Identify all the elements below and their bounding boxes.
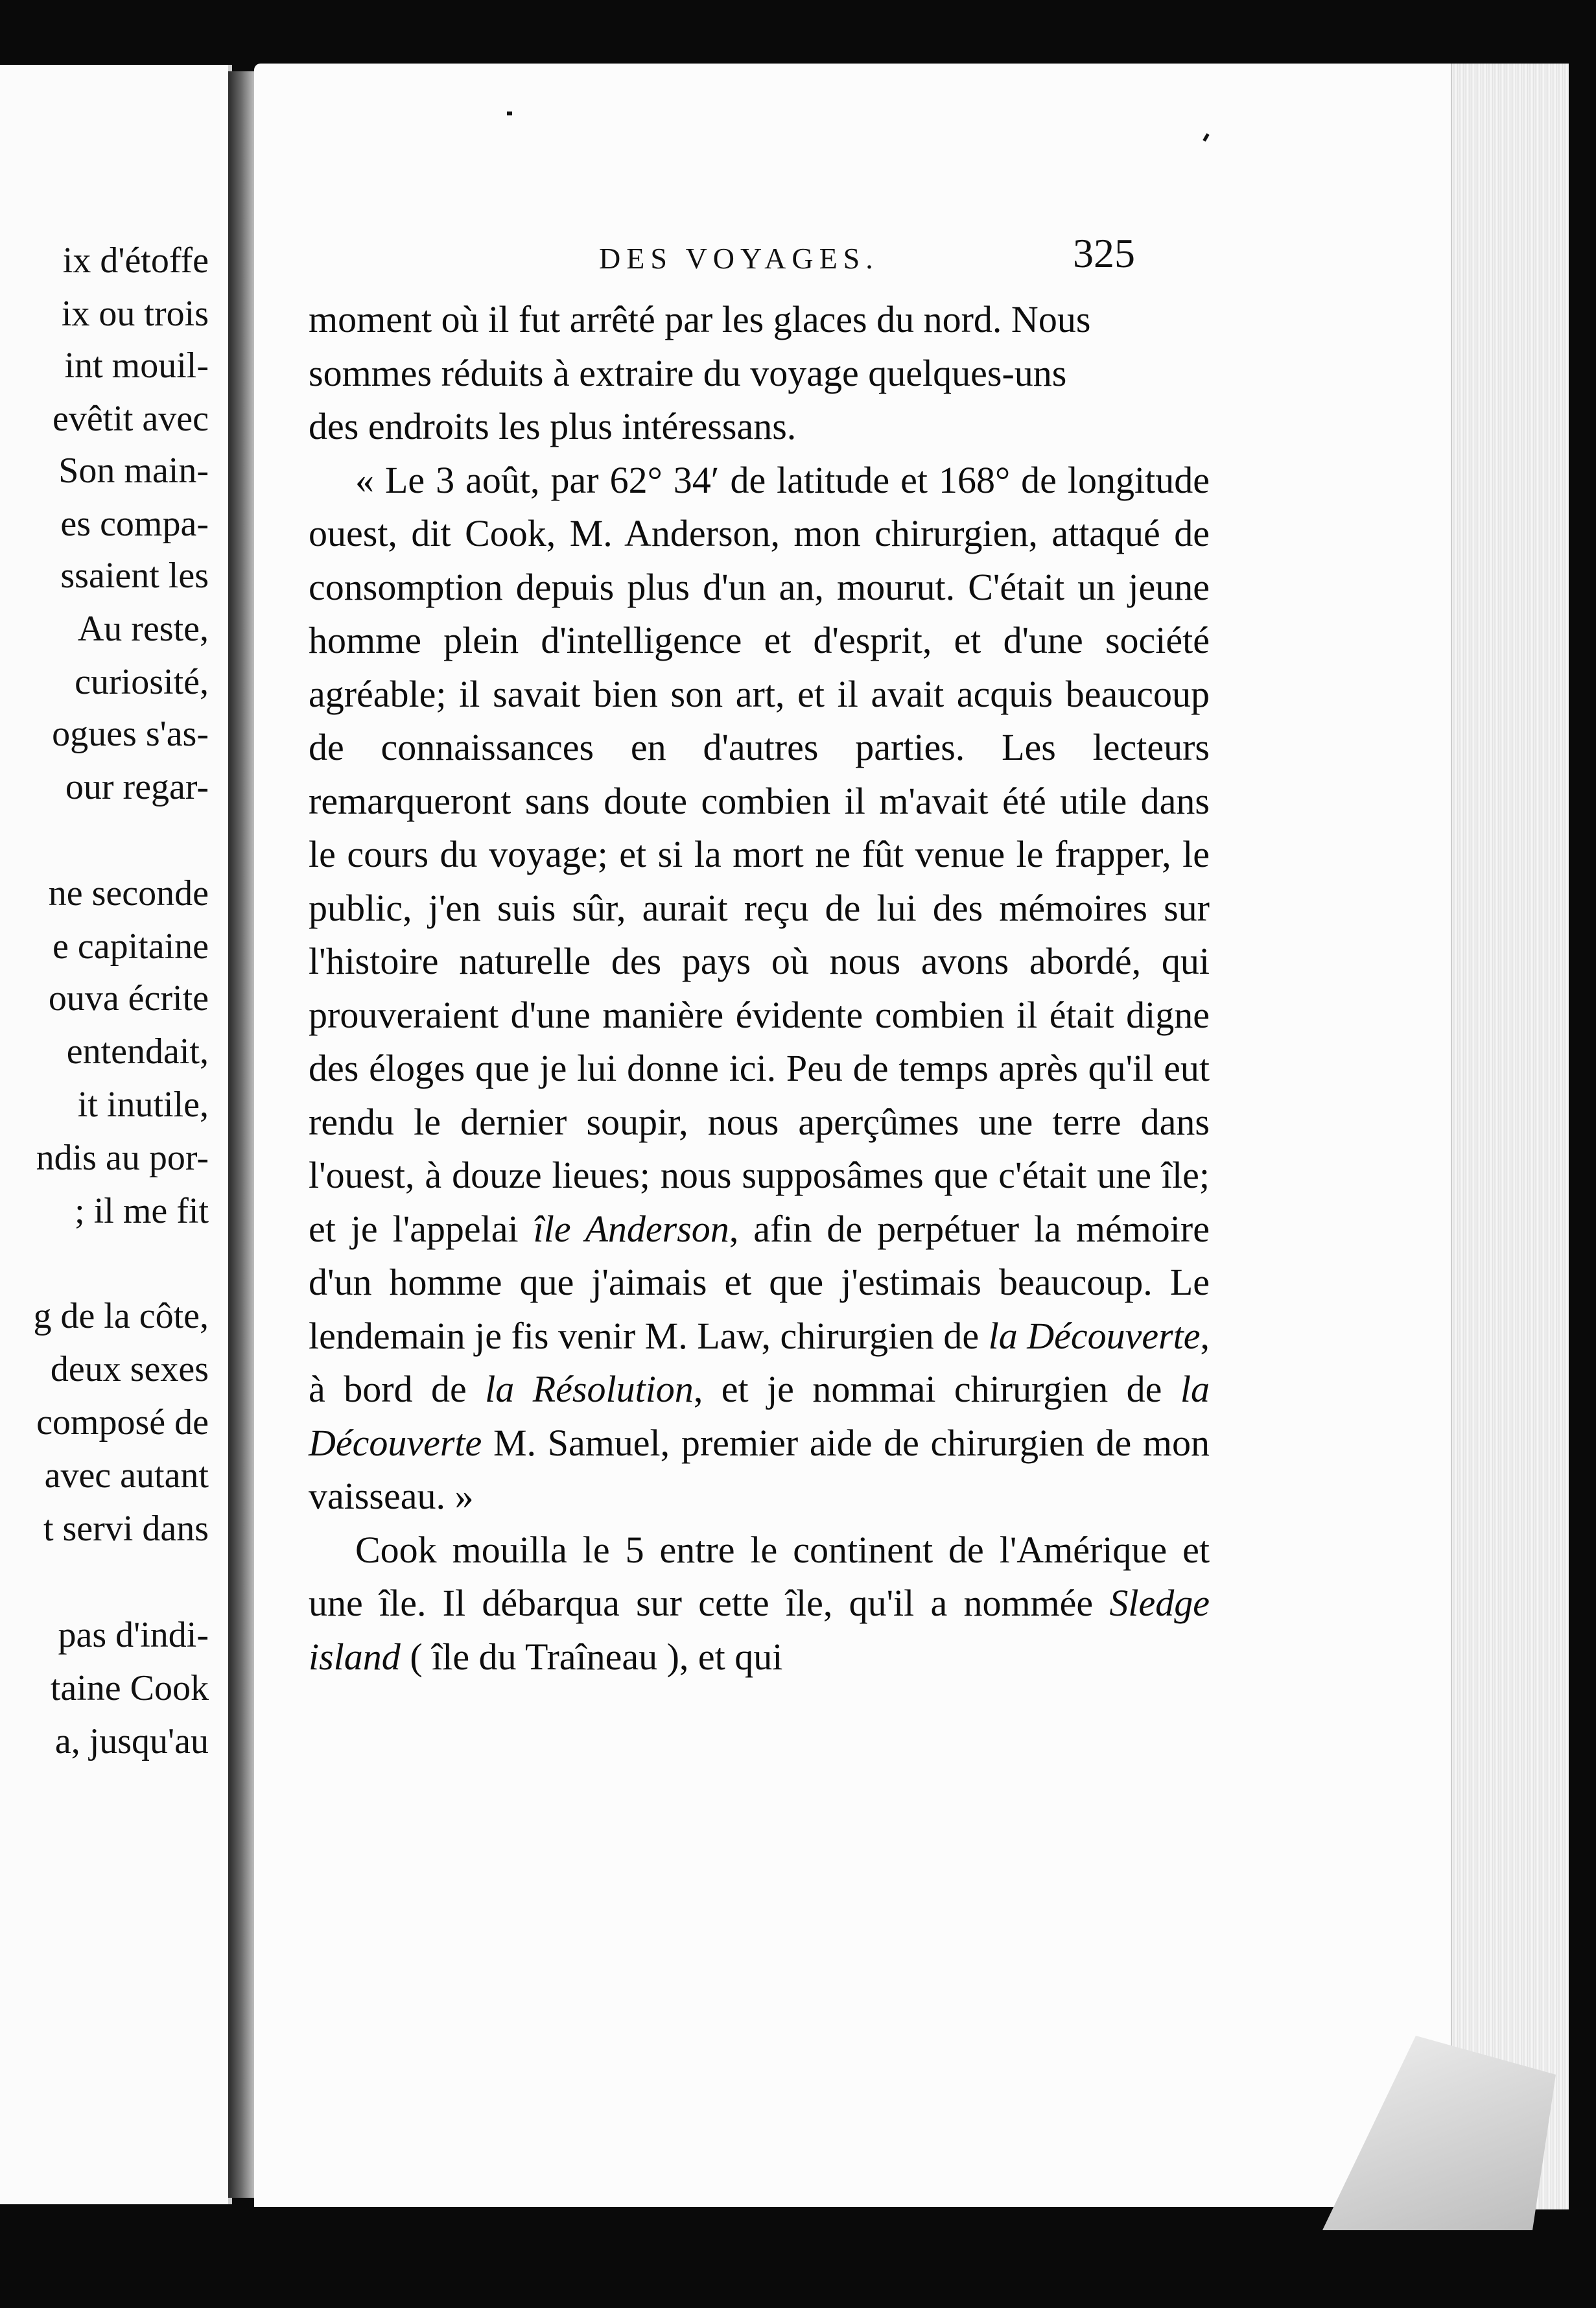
left-page-line: composé de xyxy=(36,1402,209,1442)
left-page-line: ssaient les xyxy=(60,556,209,596)
paragraph-2-italic-2: la Découverte xyxy=(988,1314,1201,1357)
book-gutter xyxy=(228,71,254,2198)
paragraph-2-text-1: « Le 3 août, par 62° 34′ de latitude et 168° de longitude ouest, dit Cook, M. Anderson, mon chirurgien, attaqué de consomption depuis plus d'un an, mourut. C'était un jeune homme plein d'intelligence et d'esprit, et d'une société agréable; il savait bien son art, et il avait acquis beaucoup de connaissances en d'autres parties. Les lecteurs remarqueront sans doute combien il m'avait été utile dans le cours du voyage; et si la mort ne fût venue le frapper, le public, j'en suis sûr, aurait reçu de lui des mémoires sur l'histoire naturelle des pays où nous avons abordé, qui prouveraient d'une manière évidente combien il était digne des éloges que je lui donne ici. Peu de temps après qu'il eut rendu le dernier soupir, nous aperçûmes une terre dans l'ouest, à douze lieues; nous supposâmes que c'était une île; et je l'appelai xyxy=(309,458,1210,1250)
left-page-line: entendait, xyxy=(66,1031,209,1072)
paragraph-3-text-2: ( île du Traîneau ), et qui xyxy=(400,1635,783,1678)
left-page-line: pas d'indi- xyxy=(58,1615,209,1655)
paragraph-3-italic-1: Sledge island xyxy=(309,1582,1210,1678)
left-page-line: ; il me fit xyxy=(75,1191,209,1231)
left-page-line: es compa- xyxy=(60,504,209,544)
body-text xyxy=(309,293,1210,1684)
left-page-line: evêtit avec xyxy=(53,399,209,439)
running-head: DES VOYAGES. xyxy=(599,242,879,275)
paragraph-2-text-4: , et je nommai chirurgien de xyxy=(693,1368,1180,1410)
left-page-line: ndis au por- xyxy=(36,1138,209,1178)
paragraph-2-text-3: , à bord de xyxy=(309,1314,1210,1410)
left-page-line: ix ou trois xyxy=(61,294,209,334)
paragraph-1 xyxy=(309,293,1210,454)
dust-speck xyxy=(507,112,512,115)
paragraph-2-italic-1: île Anderson xyxy=(533,1207,729,1250)
left-page-line: a, jusqu'au xyxy=(54,1721,209,1761)
paragraph-1-line-3: des endroits les plus intéressans. xyxy=(309,405,797,447)
left-page-line: our regar- xyxy=(65,767,209,807)
left-page-line: ouva écrite xyxy=(48,978,209,1019)
left-page-line: deux sexes xyxy=(50,1349,209,1389)
left-page-line: int mouil- xyxy=(64,346,209,386)
page-number: 325 xyxy=(1073,230,1135,276)
left-page-line: e capitaine xyxy=(53,926,209,967)
paragraph-1-line-1: moment où il fut arrêté par les glaces du nord. Nous xyxy=(309,298,1091,340)
paragraph-3 xyxy=(309,1524,1210,1684)
left-page-line: g de la côte, xyxy=(33,1296,209,1336)
paragraph-3-text-1: Cook mouilla le 5 entre le continent de l'Amérique et une île. Il débarqua sur cette île, qu'il a nommée xyxy=(309,1528,1210,1624)
left-page-line: Au reste, xyxy=(77,609,209,649)
left-page-line: ix d'étoffe xyxy=(62,241,209,281)
left-page-line: ne seconde xyxy=(48,873,209,913)
page-edges xyxy=(1451,64,1569,2209)
paragraph-2-text-5: M. Samuel, premier aide de chirurgien de mon vaisseau. » xyxy=(309,1421,1210,1517)
paragraph-2 xyxy=(309,454,1210,1524)
left-facing-page xyxy=(0,65,232,2204)
left-page-line: t servi dans xyxy=(43,1509,209,1549)
paragraph-2-italic-3: la Résolution xyxy=(485,1368,694,1410)
left-page-line: Son main- xyxy=(58,451,209,491)
left-page-line: curiosité, xyxy=(75,662,209,702)
paragraph-2-text-2: , afin de perpétuer la mémoire d'un homme que j'aimais et que j'estimais beaucoup. Le lendemain je fis venir M. Law, chirurgien de xyxy=(309,1207,1210,1357)
left-page-line: avec autant xyxy=(44,1455,209,1496)
left-page-line: it inutile, xyxy=(77,1085,209,1125)
left-page-line: ogues s'as- xyxy=(52,714,209,754)
left-page-line: taine Cook xyxy=(50,1668,209,1708)
paragraph-2-italic-4: la Découverte xyxy=(309,1368,1210,1464)
paragraph-1-line-2: sommes réduits à extraire du voyage quelques-uns xyxy=(309,351,1067,394)
